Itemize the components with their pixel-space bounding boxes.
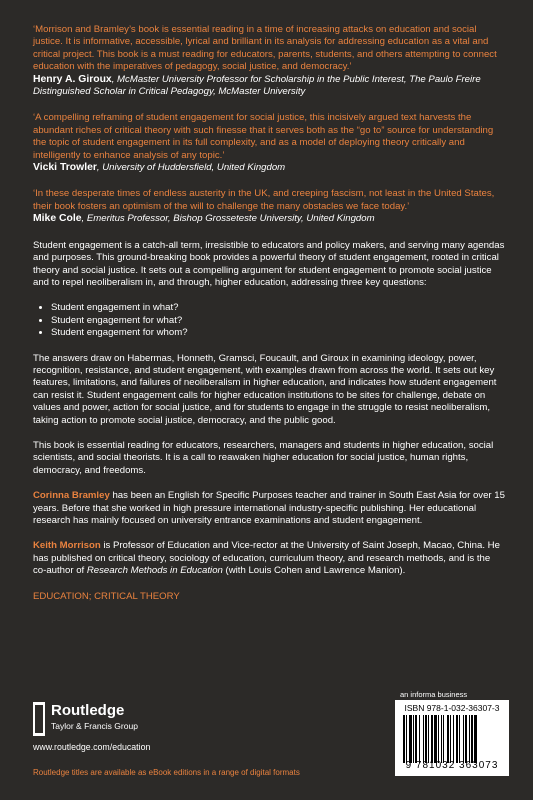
author-bio-text-2a: is Professor of Education and Vice-rector at the University of Saint Joseph, Macao, China. He has published on critical theory, sociology of education, curriculum theory, and research methods, and is the co-author of	[33, 540, 500, 577]
key-question: • Student engagement for what?	[51, 315, 505, 327]
subject-category: EDUCATION; CRITICAL THEORY	[33, 590, 180, 602]
key-question: • Student engagement in what?	[51, 302, 505, 314]
book-title-reference: Research Methods in Education	[86, 565, 223, 577]
informa-tagline: an informa business	[400, 690, 468, 699]
cover-content	[33, 24, 505, 602]
blurb-intro: Student engagement is a catch-all term, irresistible to educators and policy makers, and serving many agendas and purposes. This ground-breaking book provides a powerful theory of student engagement, rooted in critical theory and social justice. It sets out a compelling argument for student engagement to promote social justice and to repel neoliberalism in, and through, higher education, addressing three key questions:	[33, 239, 505, 288]
key-question: • Student engagement for whom?	[51, 327, 505, 339]
endorser-affiliation-2: , University of Huddersfield, United Kingdom	[96, 162, 286, 174]
author-name-1: Corinna Bramley	[33, 490, 110, 502]
endorsement-quote-1: ‘Morrison and Bramley’s book is essential reading in a time of increasing attacks on education and social justice. It is informative, accessible, lyrical and brilliant in its analysis for addressing education as a vital and critical project. This book is a must reading for educators, parents, students, and others attempting to connect education with the imperatives of pedagogy, social justice, and democracy.’	[33, 24, 497, 73]
key-questions-list	[33, 302, 505, 339]
endorsement-attribution-3	[33, 213, 505, 225]
endorsement-attribution-1	[33, 74, 505, 99]
barcode-digits: 9 781032 363073	[405, 760, 499, 771]
blurb-answers: The answers draw on Habermas, Honneth, Gramsci, Foucault, and Giroux in examining ideology, power, recognition, resistance, and student engagement, with examples drawn from across the world. It sets out key features, limitations, and failures of neoliberalism in higher education, and indicates how student engagement can resist it. Student engagement calls for higher education institutions to be sites for challenge, debate on values and power, action for social justice, and for students to engage in the struggle to resist neoliberalism, taking action to promote social justice, democracy, and the public good.	[33, 352, 497, 426]
endorser-affiliation-3: , Emeritus Professor, Bishop Grosseteste University, United Kingdom	[81, 213, 375, 225]
routledge-logo	[33, 702, 183, 738]
author-bio-text-1: has been an English for Specific Purposes teacher and trainer in South East Asia for over 15 years. Before that she worked in high pressure international industry-specific publishing. Her educational research has mainly focused on university entrance examinations and student engagement.	[33, 490, 505, 526]
author-bio-text-2b: (with Louis Cohen and Lawrence Manion).	[222, 565, 406, 577]
publisher-group: Taylor & Francis Group	[51, 721, 138, 731]
endorser-name-2: Vicki Trowler	[33, 162, 97, 174]
isbn-text: ISBN 978-1-032-36307-3	[404, 703, 500, 713]
author-bio-2	[33, 540, 505, 577]
isbn-barcode	[395, 700, 509, 776]
endorser-affiliation-1: , McMaster University Professor for Scholarship in the Public Interest, The Paulo Freire Distinguished Scholar in Critical Pedagogy, McMaster University	[33, 73, 481, 98]
blurb-audience: This book is essential reading for educators, researchers, managers and students in higher education, social scientists, and social theorists. It is a call to reawaken higher education for social justice, human rights, democracy, and freedoms.	[33, 439, 494, 476]
routledge-logo-icon	[33, 702, 45, 736]
author-bio-1	[33, 490, 505, 527]
endorser-name-1: Henry A. Giroux	[33, 73, 112, 85]
publisher-name: Routledge	[51, 702, 125, 719]
publisher-url: www.routledge.com/education	[33, 742, 151, 752]
endorsement-attribution-2	[33, 162, 505, 174]
ebook-note: Routledge titles are available as eBook editions in a range of digital formats	[33, 768, 300, 777]
endorsement-quote-2: ‘A compelling reframing of student engagement for social justice, this incisively argued text harvests the abundant riches of critical theory with such finesse that it serves both as the “go to” source for understanding the topic of student engagement in its full complexity, and as a model of deploying theory critically and intelligently to enhance analysis of any topic.’	[33, 112, 494, 161]
endorsement-quote-3: ‘In these desperate times of endless austerity in the UK, and creeping fascism, not least in the United States, their book fosters an optimism of the will to challenge the many obstacles we face today.’	[33, 188, 495, 212]
endorser-name-3: Mike Cole	[33, 213, 82, 225]
barcode-icon	[403, 715, 501, 763]
author-name-2: Keith Morrison	[33, 540, 101, 552]
